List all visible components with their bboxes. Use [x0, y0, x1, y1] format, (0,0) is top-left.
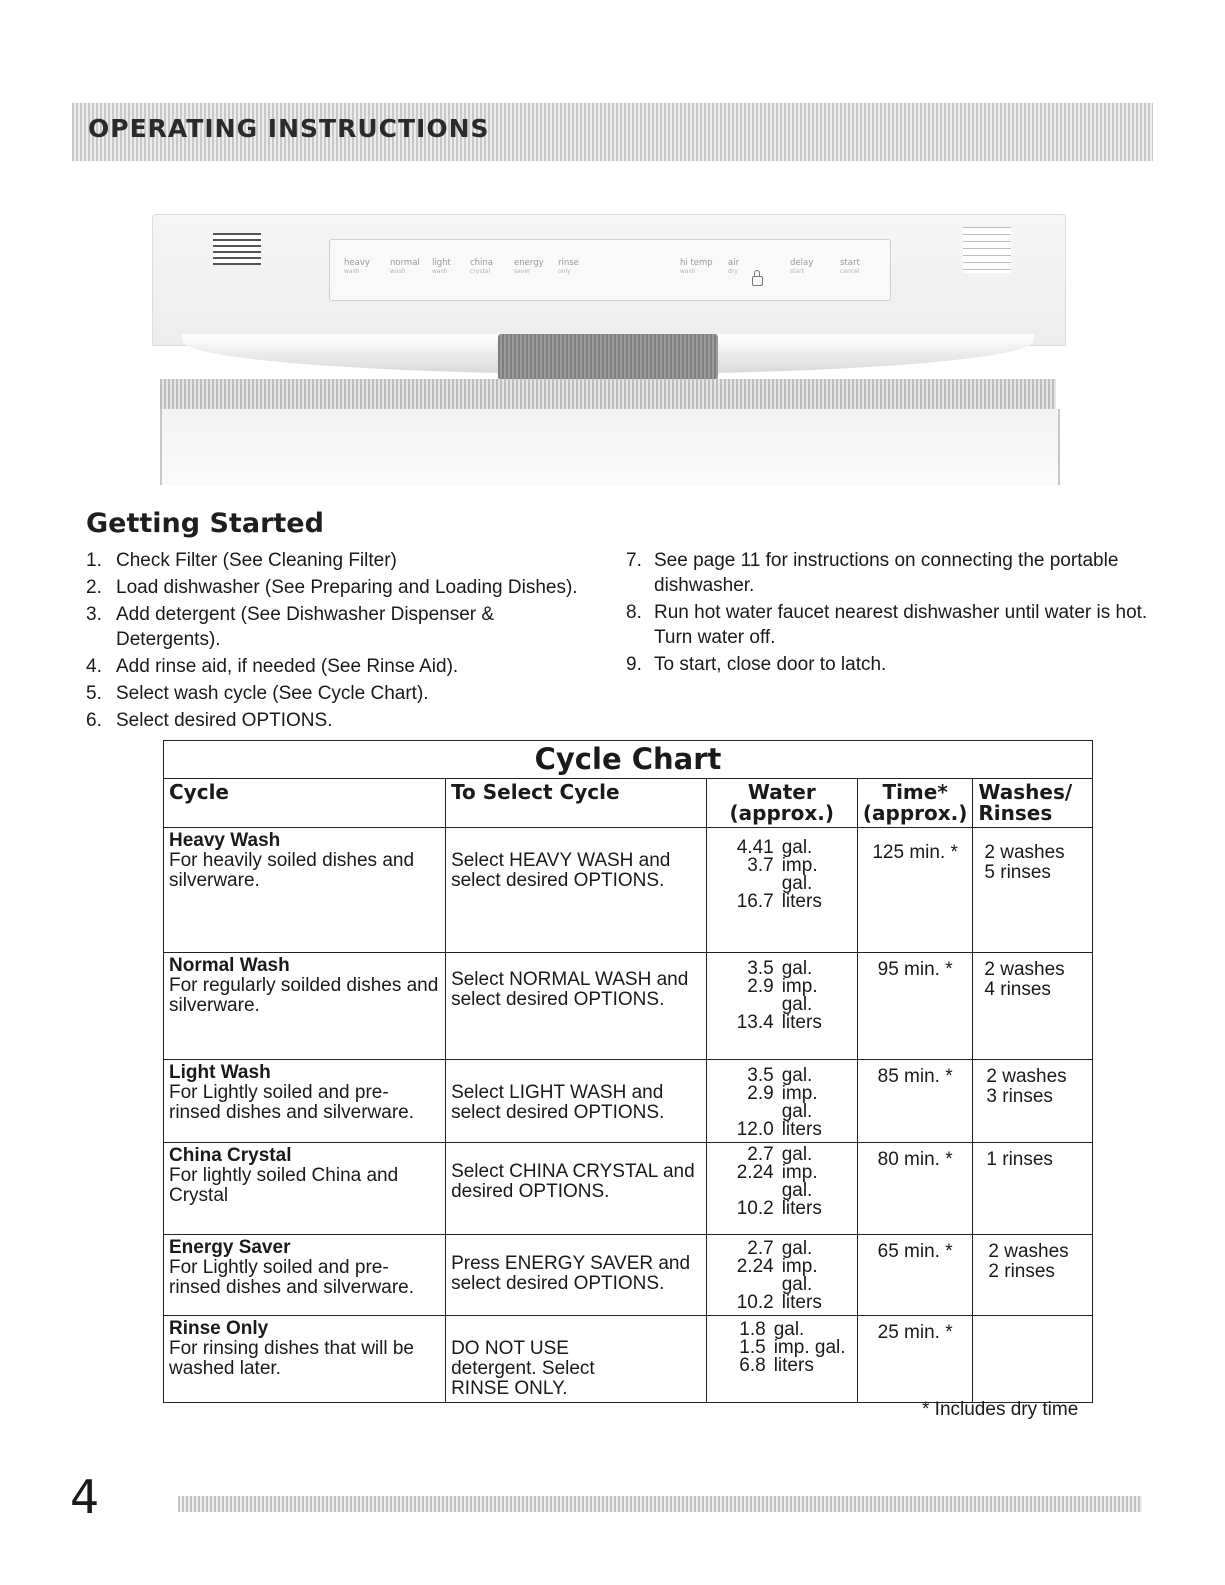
- control-panel-illustration: [152, 214, 1064, 484]
- door-front: [160, 409, 1060, 485]
- footer-bar: [178, 1496, 1142, 1512]
- panel-button-start: start cancel: [840, 258, 860, 275]
- step-item: 8. Run hot water faucet nearest dishwasher until water is hot. Turn water off.: [626, 602, 1148, 648]
- select-cell: Select LIGHT WASH and select desired OPTIONS.: [446, 1060, 707, 1143]
- header-cycle: Cycle: [164, 779, 446, 828]
- getting-started-title: Getting Started: [86, 508, 324, 539]
- time-cell: 125 min. *: [857, 828, 973, 953]
- chart-footnote: * Includes dry time: [922, 1399, 1079, 1420]
- washes-cell: 2 washes 3 rinses: [973, 1060, 1093, 1143]
- header-washes: Washes/ Rinses: [973, 779, 1093, 828]
- step-item: 1. Check Filter (See Cleaning Filter): [86, 550, 397, 571]
- table-row: [164, 1060, 1093, 1143]
- panel-button-energy: energy saver: [514, 258, 544, 275]
- header-time: Time* (approx.): [857, 779, 973, 828]
- step-item: 6. Select desired OPTIONS.: [86, 710, 333, 731]
- select-cell: Select NORMAL WASH and select desired OPTIONS.: [446, 953, 707, 1060]
- select-cell: Press ENERGY SAVER and select desired OPTIONS.: [446, 1235, 707, 1316]
- water-cell: 2.7 gal. 2.24 imp. gal. 10.2 liters: [706, 1143, 857, 1235]
- cycle-cell: Energy Saver For Lightly soiled and pre-rinsed dishes and silverware.: [164, 1235, 446, 1316]
- panel-button-normal: normal wash: [390, 258, 420, 275]
- washes-cell: 2 washes 5 rinses: [973, 828, 1093, 953]
- time-cell: 95 min. *: [857, 953, 973, 1060]
- cycle-cell: Heavy Wash For heavily soiled dishes and silverware.: [164, 828, 446, 953]
- panel-button-rinse: rinse only: [558, 258, 579, 275]
- control-display: [329, 239, 891, 301]
- step-item: 7. See page 11 for instructions on connecting the portable dishwasher.: [626, 550, 1119, 596]
- water-cell: 1.8 gal. 1.5 imp. gal. 6.8 liters: [706, 1316, 857, 1403]
- step-item: 2. Load dishwasher (See Preparing and Loading Dishes).: [86, 577, 578, 598]
- panel-button-hi-temp: hi temp wash: [680, 258, 713, 275]
- step-item: 5. Select wash cycle (See Cycle Chart).: [86, 683, 429, 704]
- door-handle: [498, 334, 718, 380]
- vent-left: [213, 233, 261, 265]
- cycle-cell: Light Wash For Lightly soiled and pre-rinsed dishes and silverware.: [164, 1060, 446, 1143]
- table-row: [164, 1143, 1093, 1235]
- door-top-strip: [160, 379, 1056, 409]
- step-item: 9. To start, close door to latch.: [626, 654, 887, 675]
- left-steps-list: [86, 548, 606, 733]
- water-cell: 4.41 gal. 3.7 imp. gal. 16.7 liters: [706, 828, 857, 953]
- right-steps-list: [624, 548, 1154, 677]
- header-water: Water (approx.): [706, 779, 857, 828]
- table-row: [164, 1316, 1093, 1403]
- table-row: [164, 953, 1093, 1060]
- panel-button-delay: delay start: [790, 258, 814, 275]
- cycle-chart-table: [163, 740, 1093, 1403]
- select-cell: DO NOT USE detergent. Select RINSE ONLY.: [446, 1316, 707, 1403]
- page-number: 4: [70, 1470, 100, 1524]
- cycle-cell: Rinse Only For rinsing dishes that will be washed later.: [164, 1316, 446, 1403]
- step-item: 4. Add rinse aid, if needed (See Rinse Aid).: [86, 656, 459, 677]
- select-cell: Select HEAVY WASH and select desired OPTIONS.: [446, 828, 707, 953]
- washes-cell: 2 washes 4 rinses: [973, 953, 1093, 1060]
- water-cell: 3.5 gal. 2.9 imp. gal. 13.4 liters: [706, 953, 857, 1060]
- panel-body: [152, 214, 1066, 346]
- washes-cell: 2 washes 2 rinses: [973, 1235, 1093, 1316]
- section-title: OPERATING INSTRUCTIONS: [88, 114, 490, 143]
- washes-cell: [973, 1316, 1093, 1403]
- cycle-cell: Normal Wash For regularly soilded dishes and silverware.: [164, 953, 446, 1060]
- time-cell: 80 min. *: [857, 1143, 973, 1235]
- cycle-cell: China Crystal For lightly soiled China and Crystal: [164, 1143, 446, 1235]
- time-cell: 65 min. *: [857, 1235, 973, 1316]
- water-cell: 3.5 gal. 2.9 imp. gal. 12.0 liters: [706, 1060, 857, 1143]
- panel-button-heavy: heavy wash: [344, 258, 370, 275]
- time-cell: 25 min. *: [857, 1316, 973, 1403]
- vent-right: [963, 227, 1011, 273]
- cycle-chart-title: Cycle Chart: [164, 741, 1093, 779]
- panel-button-china: china crystal: [470, 258, 494, 275]
- time-cell: 85 min. *: [857, 1060, 973, 1143]
- washes-cell: 1 rinses: [973, 1143, 1093, 1235]
- table-row: [164, 828, 1093, 953]
- header-select: To Select Cycle: [446, 779, 707, 828]
- select-cell: Select CHINA CRYSTAL and desired OPTIONS.: [446, 1143, 707, 1235]
- lock-icon: [752, 276, 763, 286]
- step-item: 3. Add detergent (See Dishwasher Dispenser & Detergents).: [86, 604, 495, 650]
- panel-button-light: light wash: [432, 258, 451, 275]
- water-cell: 2.7 gal. 2.24 imp. gal. 10.2 liters: [706, 1235, 857, 1316]
- table-row: [164, 1235, 1093, 1316]
- panel-button-air: air dry: [728, 258, 740, 275]
